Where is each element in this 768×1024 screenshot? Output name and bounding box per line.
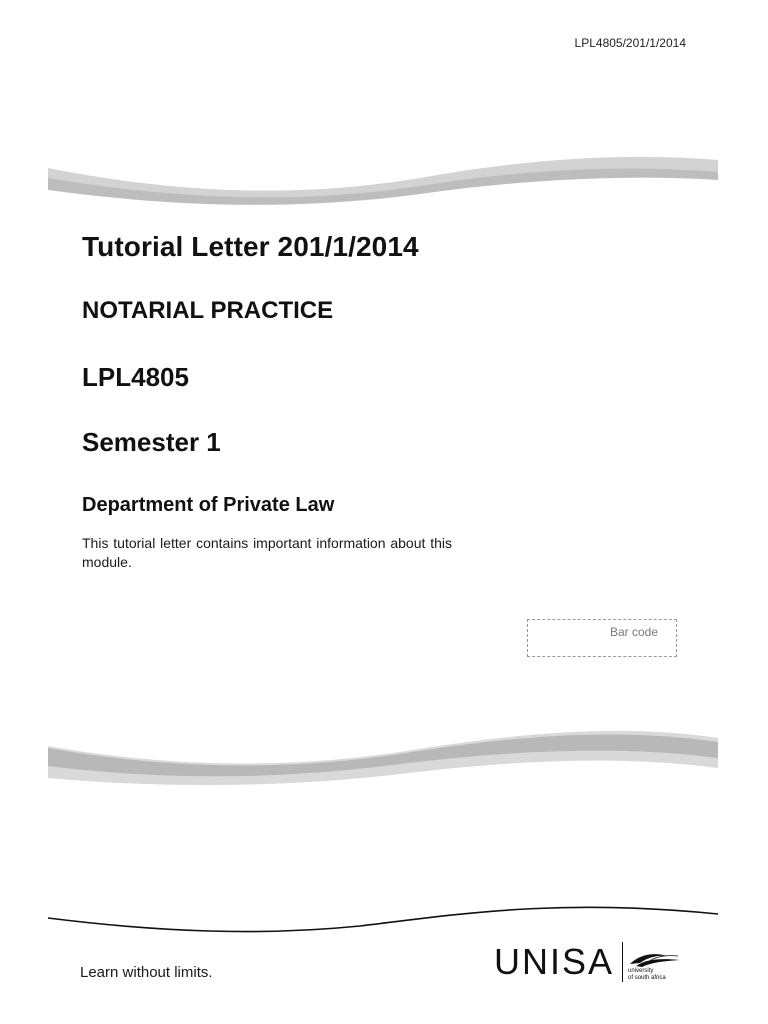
intro-text: This tutorial letter contains important information about this module. bbox=[82, 535, 452, 570]
barcode-placeholder bbox=[527, 619, 677, 657]
logo-emblem bbox=[628, 942, 682, 982]
document-reference: LPL4805/201/1/2014 bbox=[574, 36, 686, 50]
logo-wordmark: UNISA bbox=[494, 941, 615, 982]
logo-flame-icon bbox=[628, 950, 682, 968]
module-code: LPL4805 bbox=[82, 362, 189, 392]
middle-wave-decoration bbox=[0, 718, 768, 790]
logo-subtext-line2: of south africa bbox=[628, 975, 666, 981]
footer-wave-line bbox=[0, 892, 768, 938]
barcode-label: Bar code bbox=[609, 625, 658, 639]
unisa-logo bbox=[494, 940, 682, 984]
semester-label: Semester 1 bbox=[82, 427, 221, 457]
logo-separator bbox=[622, 942, 623, 982]
tutorial-letter-title: Tutorial Letter 201/1/2014 bbox=[82, 231, 419, 262]
logo-subtext-line1: university bbox=[628, 968, 654, 974]
top-wave-decoration bbox=[0, 150, 768, 210]
department-name: Department of Private Law bbox=[82, 494, 335, 516]
module-name: NOTARIAL PRACTICE bbox=[82, 297, 334, 324]
footer-tagline: Learn without limits. bbox=[80, 964, 213, 981]
